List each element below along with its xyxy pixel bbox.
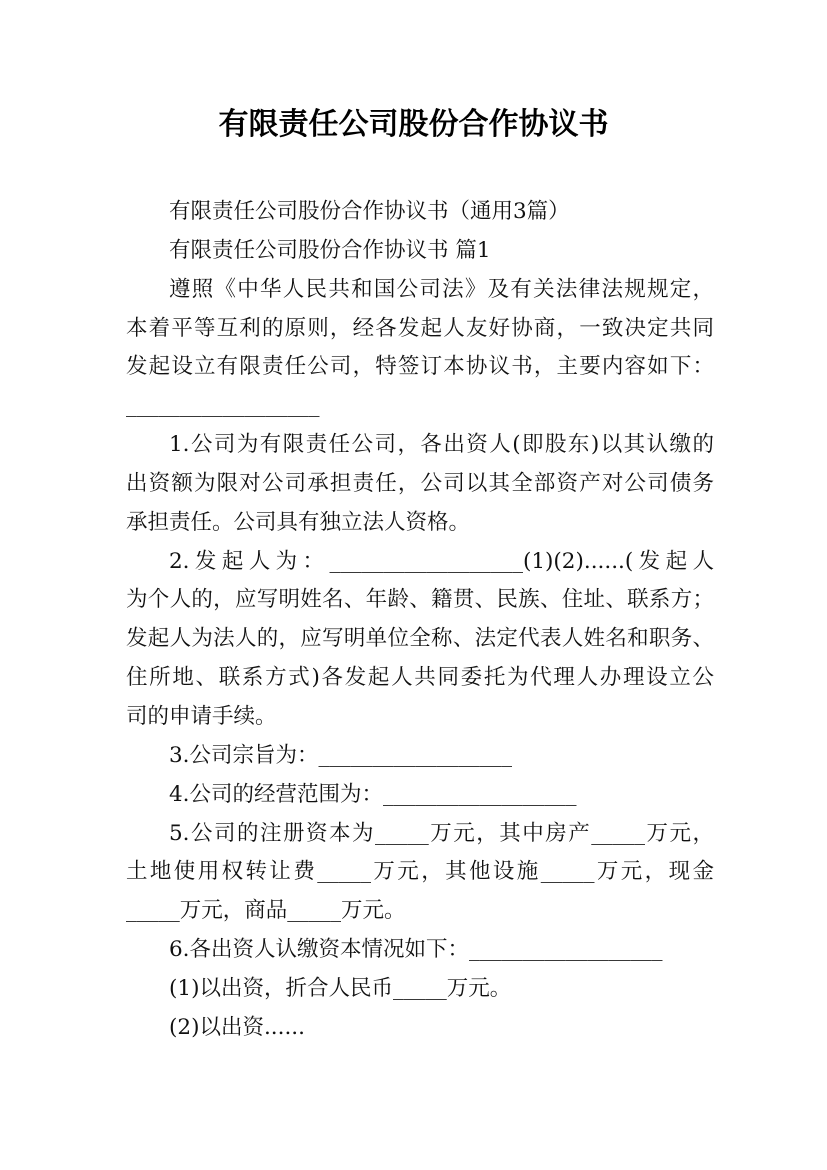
paragraph-line: 土地使用权转让费_____万元，其他设施_____万元，现金 [126, 859, 714, 885]
paragraph-line: 本着平等互利的原则，经各发起人友好协商，一致决定共同 [126, 315, 714, 341]
paragraph-line: 1.公司为有限责任公司，各出资人(即股东)以其认缴的 [169, 432, 714, 458]
section-heading [126, 232, 714, 271]
paragraph-line: (2)以出资...... [169, 1014, 305, 1040]
document-title: 有限责任公司股份合作协议书 [218, 107, 609, 142]
paragraph-line: 有限责任公司股份合作协议书 篇1 [169, 237, 491, 263]
sub-item-2 [126, 1009, 714, 1048]
paragraph-line: 2.发起人为：__________________(1)(2)......(发起人 [169, 548, 714, 574]
paragraph-line: _____万元，商品_____万元。 [126, 898, 406, 924]
paragraph-line: __________________ [126, 393, 320, 419]
clause-6 [126, 931, 714, 970]
paragraph-line: 为个人的，应写明姓名、年龄、籍贯、民族、住址、联系方； [126, 587, 714, 613]
intro-paragraph [126, 271, 714, 388]
document-body [126, 193, 714, 1048]
paragraph-line: 发起人为法人的，应写明单位全称、法定代表人姓名和职务、 [126, 626, 714, 652]
paragraph-line: 有限责任公司股份合作协议书（通用3篇） [169, 199, 570, 224]
paragraph-line: 司的申请手续。 [126, 703, 277, 729]
paragraph-line: 6.各出资人认缴资本情况如下：__________________ [169, 937, 663, 963]
paragraph-line: 3.公司宗旨为：__________________ [169, 742, 513, 768]
paragraph-line: 4.公司的经营范围为：__________________ [169, 781, 577, 807]
collection-subtitle [126, 193, 714, 232]
paragraph-line: 5.公司的注册资本为_____万元，其中房产_____万元， [169, 820, 714, 846]
clause-5 [126, 815, 714, 932]
sub-item-1 [126, 970, 714, 1009]
paragraph-line: (1)以出资，折合人民币_____万元。 [169, 975, 512, 1001]
paragraph-line: 住所地、联系方式)各发起人共同委托为代理人办理设立公 [126, 665, 714, 691]
clause-3 [126, 737, 714, 776]
clause-2 [126, 543, 714, 737]
paragraph-line: 遵照《中华人民共和国公司法》及有关法律法规规定， [169, 276, 714, 302]
paragraph-line: 承担责任。公司具有独立法人资格。 [126, 509, 471, 535]
paragraph-line: 出资额为限对公司承担责任，公司以其全部资产对公司债务 [126, 470, 714, 496]
clause-4 [126, 776, 714, 815]
clause-1 [126, 426, 714, 543]
blank-line [126, 387, 714, 426]
paragraph-line: 发起设立有限责任公司，特签订本协议书，主要内容如下： [126, 354, 714, 380]
